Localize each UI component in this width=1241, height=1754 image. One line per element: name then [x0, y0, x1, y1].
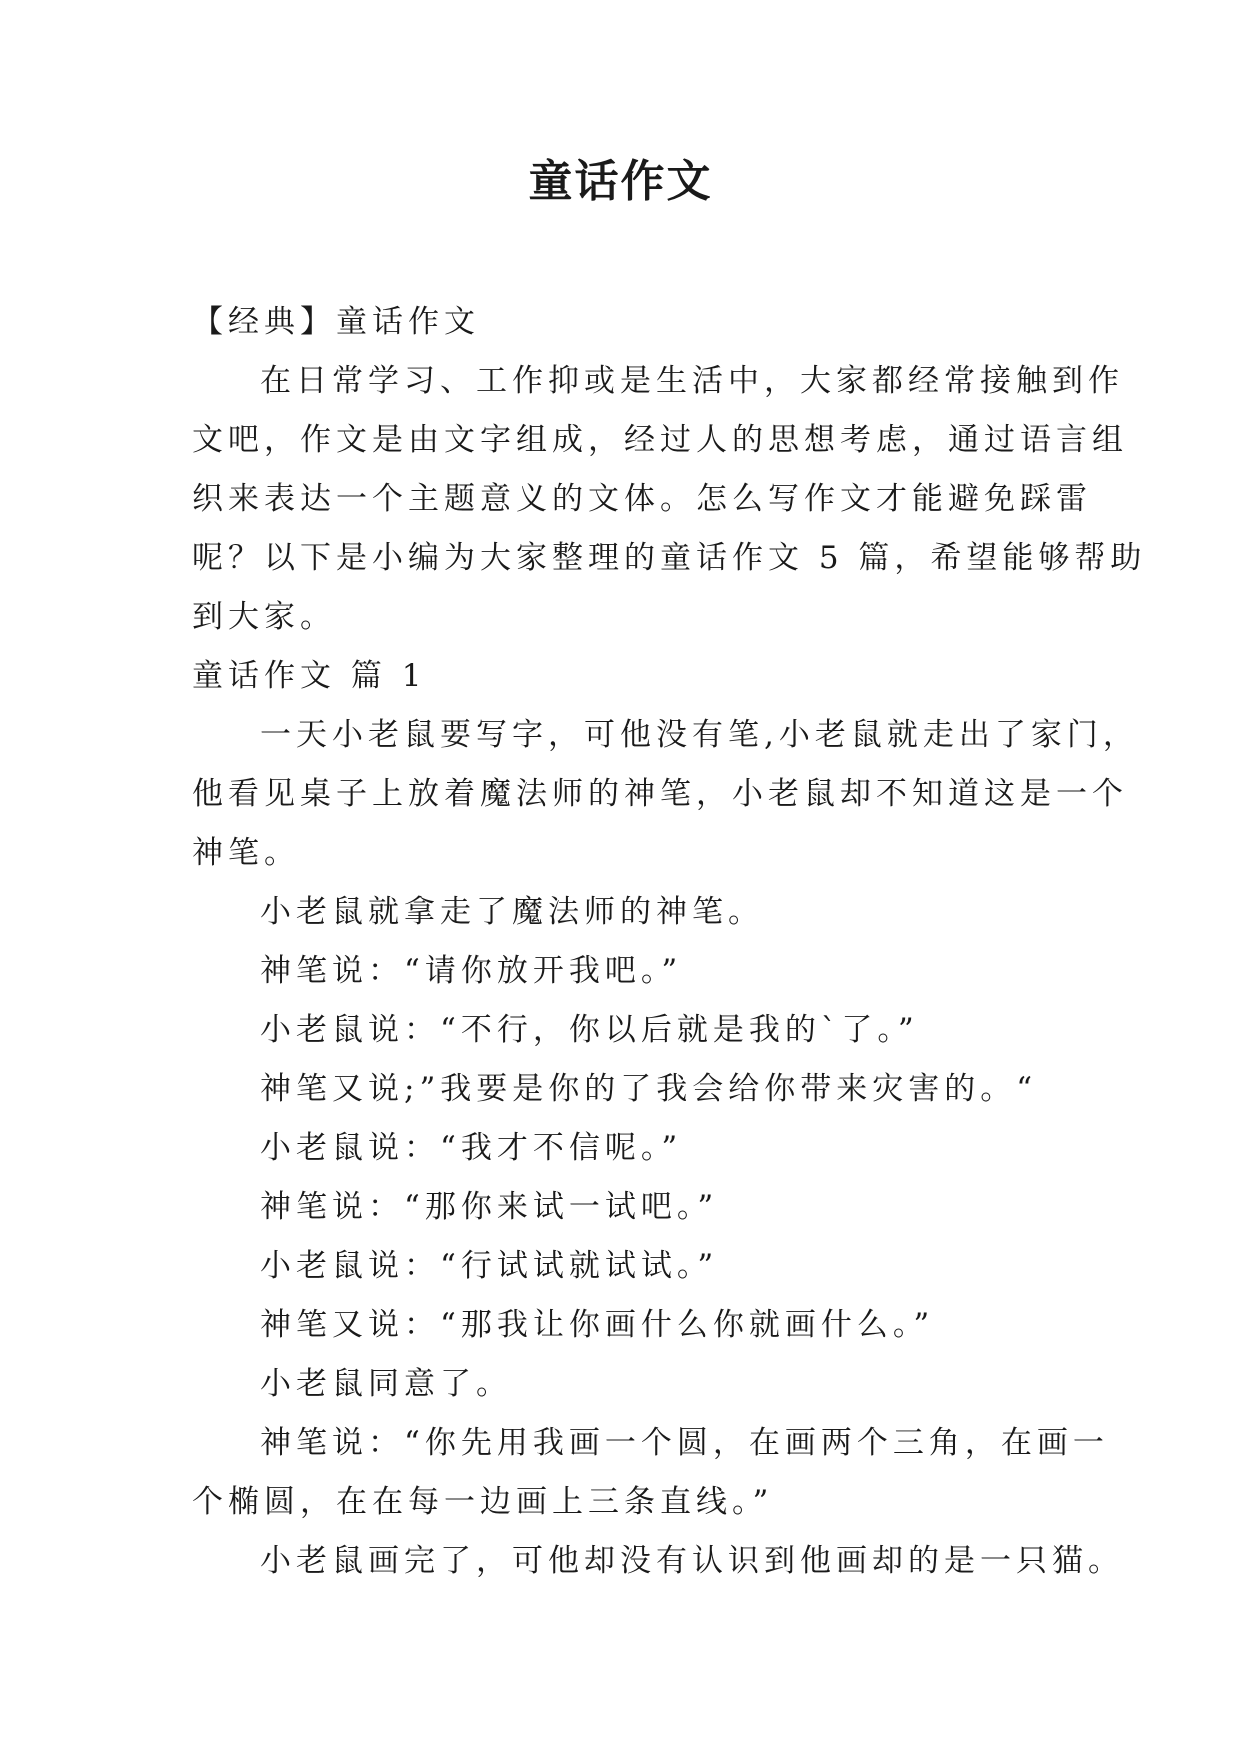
- text-line: 在日常学习、工作抑或是生活中，大家都经常接触到作: [260, 363, 1124, 399]
- text-line: 一天小老鼠要写字，可他没有笔,小老鼠就走出了家门，: [260, 717, 1139, 753]
- text-line: 小老鼠画完了，可他却没有认识到他画却的是一只猫。: [260, 1543, 1124, 1579]
- text-line: 个椭圆，在在每一边画上三条直线。”: [192, 1484, 774, 1520]
- text-line: 小老鼠同意了。: [260, 1366, 512, 1402]
- text-line: 神笔说：“你先用我画一个圆，在画两个三角，在画一: [260, 1425, 1109, 1461]
- text-line: 小老鼠说：“行试试就试试。”: [260, 1248, 719, 1284]
- text-line: 织来表达一个主题意义的文体。怎么写作文才能避免踩雷: [192, 481, 1092, 517]
- text-line: 神笔又说：“那我让你画什么你就画什么。”: [260, 1307, 935, 1343]
- text-line: 神笔说：“请你放开我吧。”: [260, 953, 683, 989]
- text-line: 神笔。: [192, 835, 300, 871]
- text-line: 文吧，作文是由文字组成，经过人的思想考虑，通过语言组: [192, 422, 1128, 458]
- text-line: 【经典】童话作文: [192, 304, 480, 340]
- document-title: 童话作文: [528, 156, 713, 207]
- text-line: 呢？以下是小编为大家整理的童话作文 5 篇，希望能够帮助: [192, 540, 1147, 576]
- text-line: 小老鼠就拿走了魔法师的神笔。: [260, 894, 764, 930]
- text-line: 小老鼠说：“我才不信呢。”: [260, 1130, 683, 1166]
- text-line: 神笔又说;”我要是你的了我会给你带来灾害的。“: [260, 1071, 1038, 1107]
- document-body: [192, 293, 1147, 1591]
- text-line: 小老鼠说：“不行，你以后就是我的`了。”: [260, 1012, 919, 1048]
- text-line: 他看见桌子上放着魔法师的神笔，小老鼠却不知道这是一个: [192, 776, 1128, 812]
- text-line: 童话作文 篇 1: [192, 658, 427, 694]
- text-line: 到大家。: [192, 599, 336, 635]
- text-line: 神笔说：“那你来试一试吧。”: [260, 1189, 719, 1225]
